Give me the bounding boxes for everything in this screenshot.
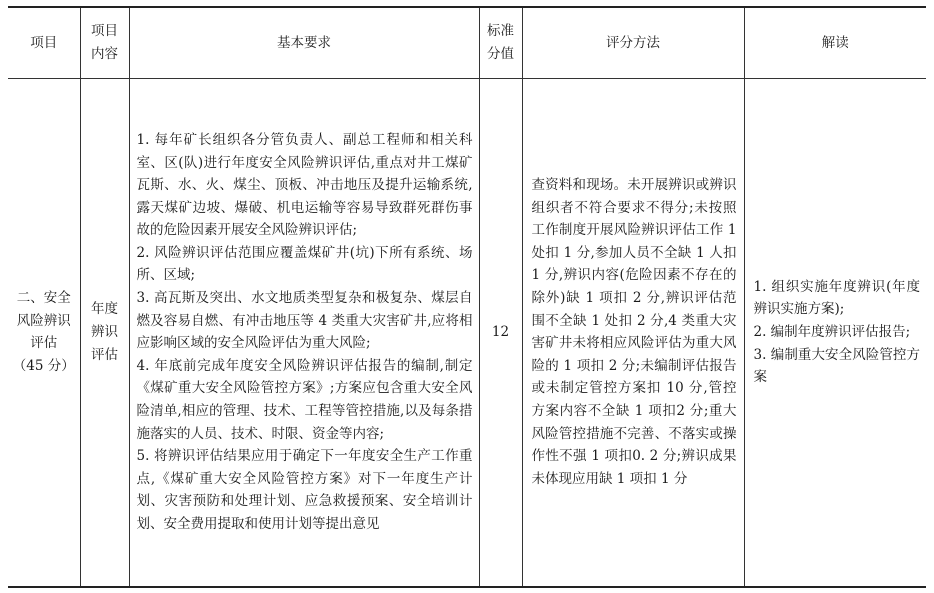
header-method: 评分方法 [522,7,744,79]
requirement-item: 2. 风险辨识评估范围应覆盖煤矿井(坑)下所有系统、场所、区域; [136,244,473,284]
header-interpretation: 解读 [744,7,926,79]
requirement-item: 3. 高瓦斯及突出、水文地质类型复杂和极复杂、煤层自燃及容易自燃、有冲击地压等 4 类重大灾害矿井,应将相应影响区域的安全风险评估为重大风险; [136,290,473,352]
item-line: （45 分） [12,357,75,374]
table-row [8,79,926,587]
header-score [479,7,522,79]
requirement-item: 1. 每年矿长组织各分管负责人、副总工程师和相关科室、区(队)进行年度安全风险辨识评估,重点对井工煤矿瓦斯、水、火、煤尘、顶板、冲击地压及提升运输系统,露天煤矿边坡、爆破、机电运输等容易导致群死群伤事故的危险因素开展安全风险辨识评估; [136,131,473,239]
header-content-line: 内容 [91,46,118,62]
item-line: 评估 [30,335,58,352]
header-content-line: 项目 [91,23,118,40]
cell-method: 查资料和现场。未开展辨识或辨识组织者不符合要求不得分;未按照工作制度开展风险辨识评估工作 1 处扣 1 分,参加人员不全缺 1 人扣 1 分,辨识内容(危险因素不存在的除外)缺 1 项扣 2 分,辨识评估范围不全缺 1 处扣 2 分,4 类重大灾害矿井未将相应风险评估为重大风险的 1 项扣 2 分;未编制评估报告或未制定管控方案扣 10 分,管控方案内容不全缺 1 项扣2 分;重大风险管控措施不完善、不落实或操作性不强 1 项扣0. 2 分;辨识成果未体现应用缺 1 项扣 1 分 [522,79,744,587]
cell-item [8,79,80,587]
requirement-item: 4. 年底前完成年度安全风险辨识评估报告的编制,制定《煤矿重大安全风险管控方案》;方案应包含重大安全风险清单,相应的管理、技术、工程等管控措施,以及每条措施落实的人员、技术、时限、资金等内容; [136,357,473,442]
cell-interpretation [744,79,926,587]
interpretation-item: 2. 编制年度辨识评估报告; [753,323,911,340]
requirement-item: 5. 将辨识评估结果应用于确定下一年度安全生产工作重点,《煤矿重大安全风险管控方案》对下一年度生产计划、灾害预防和处理计划、应急救援预案、安全培训计划、安全费用提取和使用计划等提出意见 [136,448,473,532]
item-line: 风险辨识 [16,312,71,329]
header-score-line: 分值 [487,46,514,62]
cell-score: 12 [479,79,522,587]
interpretation-item: 3. 编制重大安全风险管控方案 [753,346,920,386]
header-item: 项目 [8,7,80,79]
header-row [8,7,926,79]
cell-content [80,79,129,587]
content-line: 年度 [91,301,118,318]
header-score-line: 标准 [487,23,514,40]
content-line: 辨识 [91,323,118,340]
cell-requirements [129,79,479,587]
item-line: 二、安全 [16,290,71,307]
interpretation-item: 1. 组织实施年度辨识(年度辨识实施方案); [753,278,920,318]
header-content [80,7,129,79]
header-requirements: 基本要求 [129,7,479,79]
evaluation-table [8,6,926,588]
content-line: 评估 [91,346,118,363]
